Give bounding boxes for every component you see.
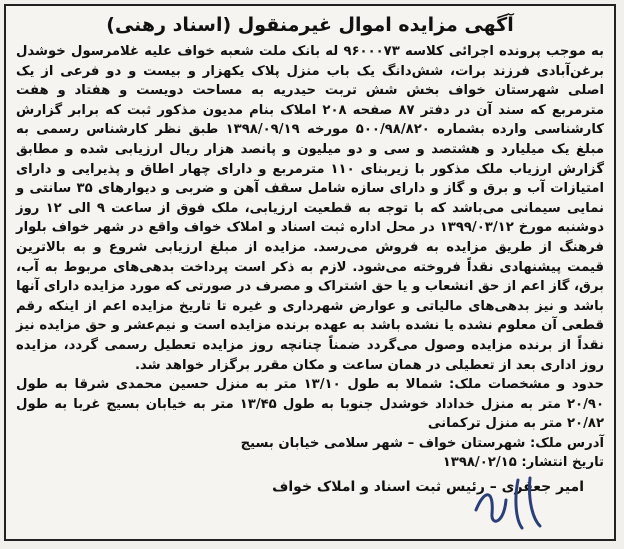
address-label: آدرس ملک: (530, 435, 604, 451)
notice-paragraph-boundaries: حدود و مشخصات ملک: شمالا به طول ۱۳/۱۰ متر به منزل حسین محمدی شرقا به طول ۲۰/۹۰ متر به منزل خداداد خوشدل جنوبا به طول ۱۳/۴۵ متر به خیابان بسیج غربا به طول ۲۰/۸۲ متر به منزل ترکمانی (16, 377, 604, 432)
auction-notice (4, 4, 616, 541)
date-label: تاریخ انتشار: (521, 455, 604, 471)
signature-line: امیر جعفری – رئیس ثبت اسناد و املاک خواف (272, 479, 584, 496)
address-value: شهرستان خواف – شهر سلامی خیابان بسیج (240, 435, 526, 451)
notice-title: آگهی مزایده اموال غیرمنقول (اسناد رهنی) (106, 14, 514, 36)
handwritten-signature-mark (470, 470, 550, 530)
date-value: ۱۳۹۸/۰۲/۱۵ (442, 455, 517, 471)
notice-body (6, 42, 614, 434)
property-address (6, 434, 614, 454)
notice-paragraph-main: به موجب پرونده اجرائی کلاسه ۹۶۰۰۰۷۳ له بانک ملت شعبه خواف علیه غلامرسول خوشدل برغن‌آبادی فرزند برات، شش‌دانگ یک باب منزل پلاک یکهزار و بیست و دو فرعی از یک اصلی شهرستان خواف بخش شش تربت حیدریه به مساحت دویست و هفتاد و هفت مترمربع که سند آن در دفتر ۸۷ صفحه ۲۰۸ املاک بنام مدیون مذکور ثبت که برابر گزارش کارشناسی وارده بشماره ۵۰۰/۹۸/۸۲۰ مورخه ۱۳۹۸/۰۹/۱۹ طبق نظر کارشناس رسمی به مبلغ یک میلیارد و هشتصد و سی و دو میلیون و پانصد هزار ریال ارزیابی شده و مطابق گزارش ارزیاب ملک مذکور با زیربنای ۱۱۰ مترمربع و دارای چهار اطاق و پذیرایی و دارای امتیازات آب و برق و گاز و دارای سازه شامل سقف آهن و ضربی و دیوارهای ۳۵ سانتی و نمایی سیمانی می‌باشد که با توجه به قطعیت ارزیابی، ملک فوق از ساعت ۹ الی ۱۲ روز دوشنبه مورخ ۱۳۹۹/۰۳/۱۲ در محل اداره ثبت اسناد و املاک خواف واقع در شهر خواف بلوار فرهنگ از طریق مزایده به فروش می‌رسد. مزایده از مبلغ ارزیابی شروع و به بالاترین قیمت پیشنهادی نقداً فروخته می‌شود. لازم به ذکر است پرداخت بدهی‌های مربوط به آب، برق، گاز اعم از حق انشعاب و یا حق اشتراک و مصرف در صورتی که مورد مزایده دارای آنها باشد و نیز بدهی‌های مالیاتی و عوارض شهرداری و غیره تا تاریخ مزایده اعم از اینکه رقم قطعی آن معلوم نشده یا نشده باشد به عهده برنده مزایده است و نیم‌عشر و حق مزایده نیز نقداً از برنده مزایده وصول می‌گردد ضمناً چنانچه روز مزایده تعطیل رسمی گردد، مزایده روز اداری بعد از تعطیلی در همان ساعت و مکان مقرر برگزار خواهد شد. (16, 44, 605, 373)
